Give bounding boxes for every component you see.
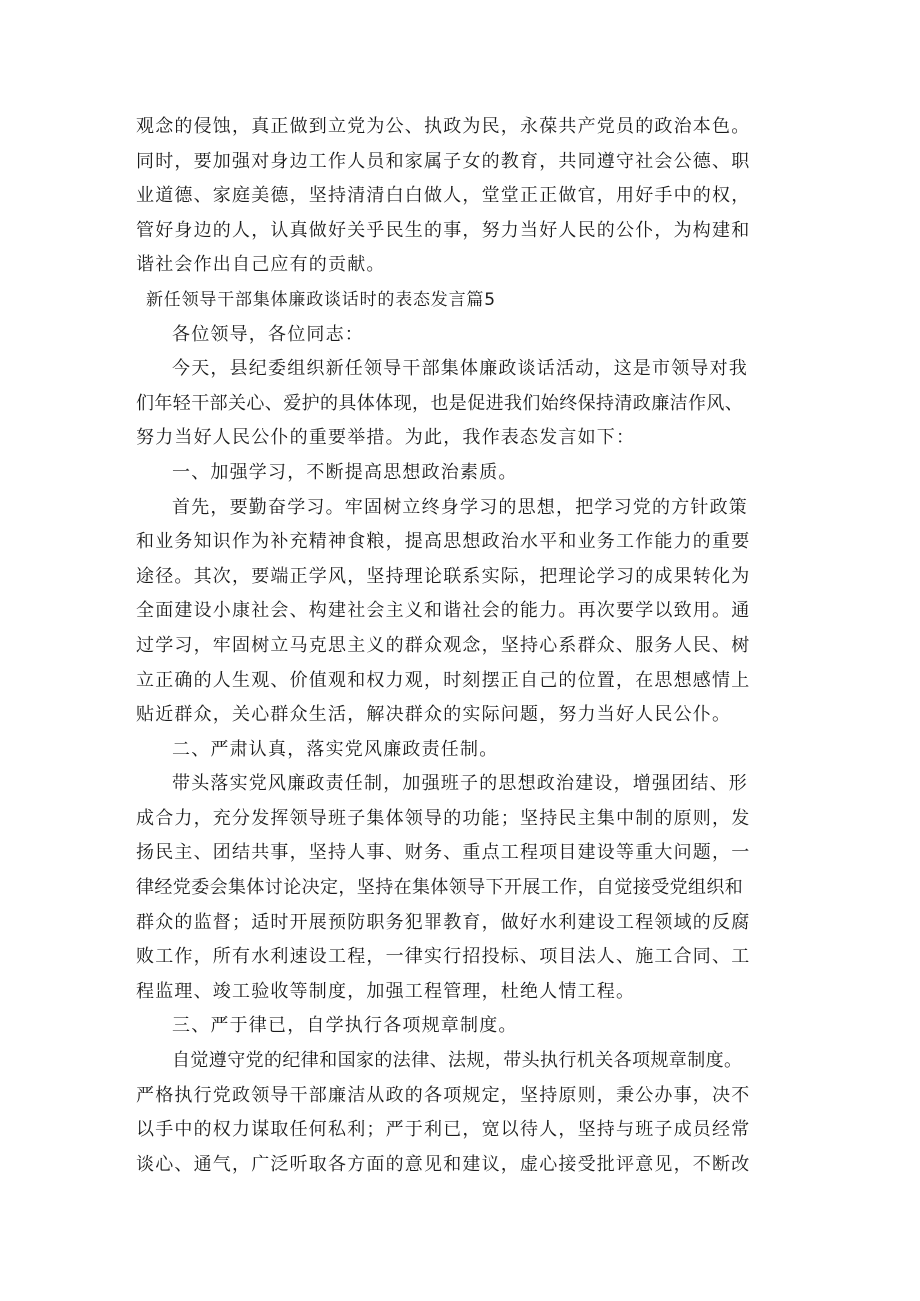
text-line: 努力当好人民公仆的重要举措。为此，我作表态发言如下： [136, 427, 636, 449]
text-line: 今天，县纪委组织新任领导干部集体廉政谈话活动，这是市领导对我 [172, 358, 748, 380]
text-line: 观念的侵蚀，真正做到立党为公、执政为民，永葆共产党员的政治本色。 [136, 116, 751, 137]
text-line: 带头落实党风廉政责任制，加强班子的思想政治建设，增强团结、形 [172, 773, 748, 795]
subheading-1: 一、加强学习，不断提高思想政治素质。 [172, 461, 518, 483]
text-line: 以手中的权力谋取任何私利；严于利已，宽以待人，坚持与班子成员经常 [136, 1119, 751, 1141]
text-line: 首先，要勤奋学习。牢固树立终身学习的思想，把学习党的方针政策 [172, 496, 748, 518]
text-line: 过学习，牢固树立马克思主义的群众观念，坚持心系群众、服务人民、树 [136, 634, 751, 656]
text-line: 立正确的人生观、价值观和权力观，时刻摆正自己的位置，在思想感情上 [136, 669, 751, 691]
salutation: 各位领导，各位同志： [172, 323, 364, 345]
text-line: 贴近群众，关心群众生活，解决群众的实际问题，努力当好人民公仆。 [136, 704, 732, 726]
subheading-2: 二、严肃认真，落实党风廉政责任制。 [172, 738, 499, 760]
text-line: 谐社会作出自己应有的贡献。 [136, 254, 386, 276]
text-line: 和业务知识作为补充精神食粮，提高思想政治水平和业务工作能力的重要 [136, 531, 751, 553]
text-line: 成合力，充分发挥领导班子集体领导的功能；坚持民主集中制的原则，发 [136, 807, 751, 829]
text-line: 业道德、家庭美德，坚持清清白白做人，堂堂正正做官，用好手中的权， [136, 185, 751, 207]
section-title: 新任领导干部集体廉政谈话时的表态发言篇5 [146, 289, 496, 310]
text-line: 扬民主、团结共事，坚持人事、财务、重点工程项目建设等重大问题，一 [136, 842, 751, 864]
text-line: 自觉遵守党的纪律和国家的法律、法规，带头执行机关各项规章制度。 [172, 1050, 743, 1072]
text-line: 败工作，所有水利速设工程，一律实行招投标、项目法人、施工合同、工 [136, 946, 751, 968]
text-line: 严格执行党政领导干部廉洁从政的各项规定，坚持原则，秉公办事，决不 [136, 1084, 751, 1106]
subheading-3: 三、严于律已，自学执行各项规章制度。 [172, 1015, 518, 1037]
text-line: 全面建设小康社会、构建社会主义和谐社会的能力。再次要学以致用。通 [136, 600, 751, 622]
text-line: 们年轻干部关心、爱护的具体体现，也是促进我们始终保持清政廉洁作风、 [136, 392, 744, 414]
text-line: 程监理、竣工验收等制度，加强工程管理，杜绝人情工程。 [136, 980, 636, 1002]
text-line: 途径。其次，要端正学风，坚持理论联系实际，把理论学习的成果转化为 [136, 565, 751, 587]
text-line: 管好身边的人，认真做好关乎民生的事，努力当好人民的公仆，为构建和 [136, 219, 751, 241]
text-line: 同时，要加强对身边工作人员和家属子女的教育，共同遵守社会公德、职 [136, 150, 751, 172]
text-line: 谈心、通气，广泛听取各方面的意见和建议，虚心接受批评意见，不断改 [136, 1153, 751, 1175]
text-line: 群众的监督；适时开展预防职务犯罪教育，做好水利建设工程领域的反腐 [136, 911, 751, 933]
document-body [136, 110, 796, 1182]
text-line: 律经党委会集体讨论决定，坚持在集体领导下开展工作，自觉接受党组织和 [136, 877, 744, 899]
